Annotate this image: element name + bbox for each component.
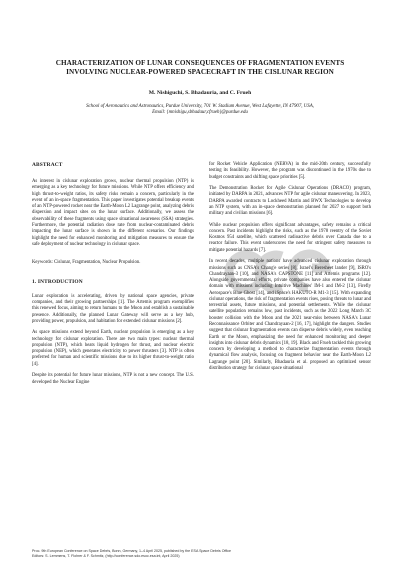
right-paragraph-2: The Demonstration Rocket for Agile Cislunar Operations (DRACO) program, initiated by DARPA in 2021, advances NTP for agile cislunar maneuvering. In 2023, DARPA awarded contracts to Lockheed Martin and BWX Technologies to develop an NTP system, with an in-space demonstration planned for 2027 to support both military and civilian missions [6].: [209, 186, 371, 217]
proceedings-footer: [32, 549, 372, 558]
introduction-heading: 1. INTRODUCTION: [32, 278, 83, 285]
intro-paragraph-2: As space missions extend beyond Earth, nuclear propulsion is emerging as a key technology for cislunar exploration. There are two main types: nuclear thermal propulsion (NTP), which heats liquid hydrogen for thrust, and nuclear electric propulsion (NEP), which generates electricity to power thrusters [3]. NTP is often preferred for human and scientific missions due to its higher thrust-to-weight ratio [4].: [32, 330, 194, 367]
affiliation-email: Email: {mnishigu,sbhadaur,cfrueh}@purdue.edu: [152, 110, 248, 116]
affiliation-address: School of Aeronautics and Astronautics, Purdue University, 701 W. Stadium Avenue, West Lafayette, IN 47907, USA,: [86, 104, 314, 109]
paper-title: CHARACTERIZATION OF LUNAR CONSEQUENCES OF FRAGMENTATION EVENTS INVOLVING NUCLEAR-POWERED SPACECRAFT IN THE CISLUNAR REGION: [55, 59, 345, 77]
left-column: [32, 162, 194, 391]
right-paragraph-4: In recent decades, multiple nations have advanced cislunar exploration through missions such as CNSA's Chang'e series [8], Israel's Beresheet lander [9], ISRO's Chandrayaan-3 [10], and NASA's CAPSTONE [11] and Artemis programs [12]. Alongside governmental efforts, private companies have also entered the cislunar domain with missions including Intuitive Machines' IM-1 and IM-2 [13], Firefly Aerospace's Blue Ghost [14], and iSpace's HAKUTO-R M1-3 [15]. With expanding cislunar operations, the risk of fragmentation events rises, posing threats to lunar and terrestrial assets, future missions, and potential settlements. While the cislunar satellite population remains low, past incidents, such as the 2022 Long March 3C booster collision with the Moon and the 2021 near-miss between NASA's Lunar Reconnaissance Orbiter and Chandrayaan-2 [16, 17], highlight the dangers. Studies suggest that cislunar fragmentation events can disperse debris widely, even reaching Earth or the Moon, emphasizing the need for enhanced monitoring and deeper insights into cislunar debris dynamics [18, 19]. Black and Frueh tackled this growing concern by developing a method to characterize fragmentation events through dynamical flow analysis, focusing on fragment behavior near the Earth-Moon L2 Lagrange point [20]. Similarly, Bhadauria et al. proposed an optimized sensor distribution strategy for cislunar space situational: [209, 259, 371, 371]
intro-paragraph-3: Despite its potential for future lunar missions, NTP is not a new concept. The U.S. developed the Nuclear Engine: [32, 373, 194, 385]
keywords: Keywords: Cislunar, Fragmentation, Nuclear Propulsion.: [32, 260, 141, 266]
abstract-heading: ABSTRACT: [32, 162, 63, 168]
right-paragraph-1: for Rocket Vehicle Application (NERVA) in the mid-20th century, successfully testing its feasibility. However, the program was discontinued in the 1970s due to budget constraints and shifting space priorities [5].: [209, 162, 371, 180]
footer-editors-line: Editors: S. Lemmens, T. Flohrer & F. Schmitz, (http://conference.sdo.esoc.esa.int, April 2025): [32, 553, 180, 558]
watermark-logo-icon: [224, 242, 344, 302]
affiliation: [40, 104, 360, 116]
intro-paragraph-1: Lunar exploration is accelerating, driven by national space agencies, private companies, and their growing partnerships [1]. The Artemis program exemplifies this renewed focus, aiming to return humans to the Moon and establish a sustainable presence. Additionally, the planned Lunar Gateway will serve as a key hub, providing power, propulsion, and habitation for extended cislunar missions [2].: [32, 293, 194, 324]
right-paragraph-3: While nuclear propulsion offers significant advantages, safety remains a critical concern. Past incidents highlight the risks, such as the 1978 reentry of the Soviet Kosmos 954 satellite, which scattered radioactive debris over Canada due to a reactor failure. This event underscores the need for stringent safety measures to mitigate potential hazards [7].: [209, 222, 371, 253]
author-list: M. Nishiguchi, S. Bhadauria, and C. Frueh: [148, 90, 252, 96]
footer-proceedings-line: Proc. 9th European Conference on Space Debris, Bonn, Germany, 1–4 April 2025, published by the ESA Space Debris Office: [32, 549, 232, 553]
abstract-text: As interest in cislunar exploration grows, nuclear thermal propulsion (NTP) is emerging as a key technology for future missions. While NTP offers efficiency and high thrust-to-weight ratios, its safety risks remain a concern, particularly in the event of an in-space fragmentation. This paper investigates potential breakup events of an NTP-powered rocket near the Earth-Moon L2 Lagrange point, analyzing debris dispersion and impact sites on the lunar surface. Additionally, we assess the observability of these fragments using space situational awareness (SSA) strategies. Furthermore, the potential radiation dose rate from nuclear-contaminated debris impacting the lunar surface is shown in the different scenarios. Our findings highlight the need for enhanced monitoring and mitigation measures to ensure the safe deployment of nuclear technology in cislunar space.: [32, 179, 194, 247]
